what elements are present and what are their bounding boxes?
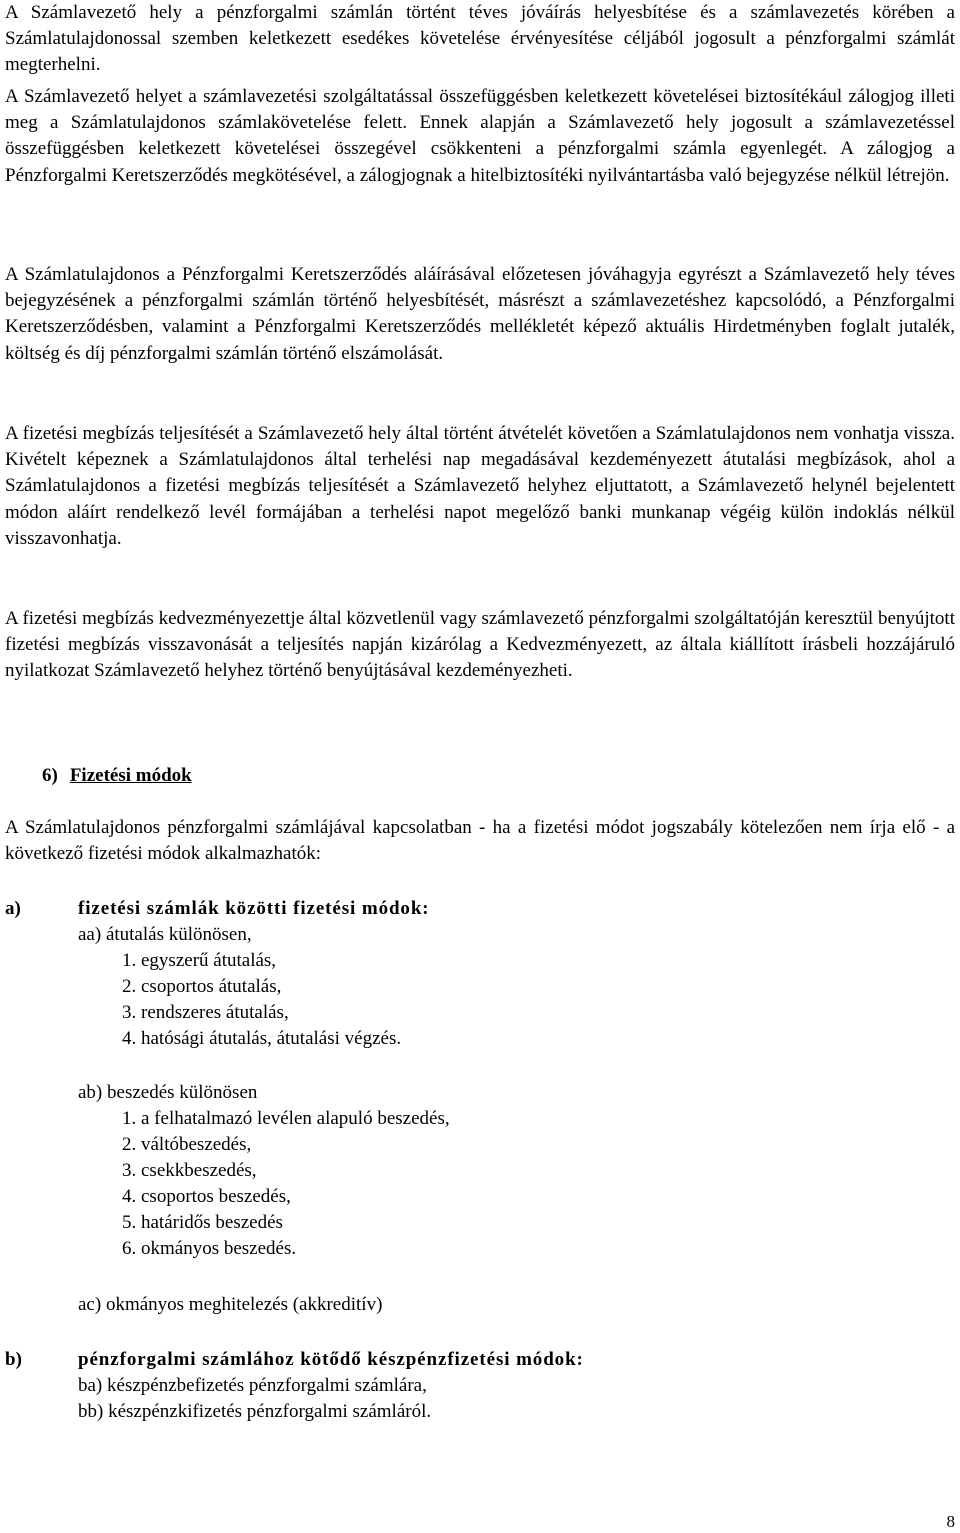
sublist-ab-title: ab) beszedés különösen	[78, 1082, 258, 1103]
page-number: 8	[946, 1512, 955, 1531]
list-item: 5. határidős beszedés	[122, 1212, 283, 1233]
list-item: 3. rendszeres átutalás,	[122, 1002, 289, 1023]
list-item: 2. váltóbeszedés,	[122, 1134, 252, 1155]
list-a-title: fizetési számlák közötti fizetési módok:	[78, 898, 430, 919]
section-title: Fizetési módok	[69, 765, 192, 786]
paragraph-lien: A Számlavezető helyet a számlavezetési szolgáltatással összefüggésben keletkezett követelései biztosítékául zálogjog illeti meg a Számlatulajdonos számlakövetelése felett. Ennek alapján a Számlavezető hely jogosult a számlavezetéssel összefüggésben keletkezett követelései összegével csökkenteni a pénzforgalmi számla egyenlegét. A zálogjog a Pénzforgalmi Keretszerződés megkötésével, a zálogjognak a hitelbiztosítéki nyilvántartásba való bejegyzése nélkül létrejön.	[5, 86, 955, 186]
list-item: 4. csoportos beszedés,	[122, 1186, 291, 1207]
list-b-title: pénzforgalmi számlához kötődő készpénzfizetési módok:	[78, 1349, 584, 1370]
paragraph-prior-consent: A Számlatulajdonos a Pénzforgalmi Keretszerződés aláírásával előzetesen jóváhagyja egyrészt a Számlavezető hely téves bejegyzésének a pénzforgalmi számlán történő helyesbítését, másrészt a számlavezetéshez kapcsolódó, a Pénzforgalmi Keretszerződésben, valamint a Pénzforgalmi Keretszerződés mellékletét képező aktuális Hirdetményben foglalt jutalék, költség és díj pénzforgalmi számlán történő elszámolását.	[5, 264, 955, 364]
section-number: 6)	[42, 765, 58, 786]
list-item: 1. a felhatalmazó levélen alapuló beszedés,	[122, 1108, 450, 1129]
section-heading	[42, 763, 192, 789]
list-marker-a: a)	[5, 898, 21, 919]
paragraph-correction-right: A Számlavezető hely a pénzforgalmi számlán történt téves jóváírás helyesbítése és a számlavezetés körében a Számlatulajdonossal szemben keletkezett esedékes követelése érvényesítése céljából jogosult a pénzforgalmi számlát megterhelni.	[5, 2, 955, 76]
list-item: ba) készpénzbefizetés pénzforgalmi számlára,	[78, 1375, 427, 1396]
list-item: 3. csekkbeszedés,	[122, 1160, 257, 1181]
list-item: 4. hatósági átutalás, átutalási végzés.	[122, 1028, 402, 1049]
sublist-ac-title: ac) okmányos meghitelezés (akkreditív)	[78, 1294, 383, 1315]
paragraph-payment-methods-intro: A Számlatulajdonos pénzforgalmi számlájával kapcsolatban - ha a fizetési módot jogszabály kötelezően nem írja elő - a következő fizetési módok alkalmazhatók:	[5, 817, 955, 865]
list-item: 6. okmányos beszedés.	[122, 1238, 297, 1259]
paragraph-beneficiary-revocation: A fizetési megbízás kedvezményezettje által közvetlenül vagy számlavezető pénzforgalmi szolgáltatóján keresztül benyújtott fizetési megbízás visszavonását a teljesítés napján kizárólag a Kedvezményezett, az általa kiállított írásbeli hozzájáruló nyilatkozat Számlavezető helyhez történő benyújtásával kezdeményezheti.	[5, 608, 955, 682]
paragraph-revocation: A fizetési megbízás teljesítését a Számlavezető hely által történt átvételét követően a Számlatulajdonos nem vonhatja vissza. Kivételt képeznek a Számlatulajdonos által terhelési nap megadásával kezdeményezett átutalási megbízások, ahol a Számlatulajdonos a fizetési megbízás teljesítését a Számlavezető helyhez eljuttatott, a Számlavezető helynél bejelentett módon aláírt rendelkező levél formájában a terhelési napot megelőző banki munkanap végéig külön indoklás nélkül visszavonhatja.	[5, 423, 955, 549]
list-item: 1. egyszerű átutalás,	[122, 950, 277, 971]
list-item: 2. csoportos átutalás,	[122, 976, 282, 997]
list-item: bb) készpénzkifizetés pénzforgalmi számláról.	[78, 1401, 432, 1422]
sublist-aa-title: aa) átutalás különösen,	[78, 924, 252, 945]
list-marker-b: b)	[5, 1349, 22, 1370]
